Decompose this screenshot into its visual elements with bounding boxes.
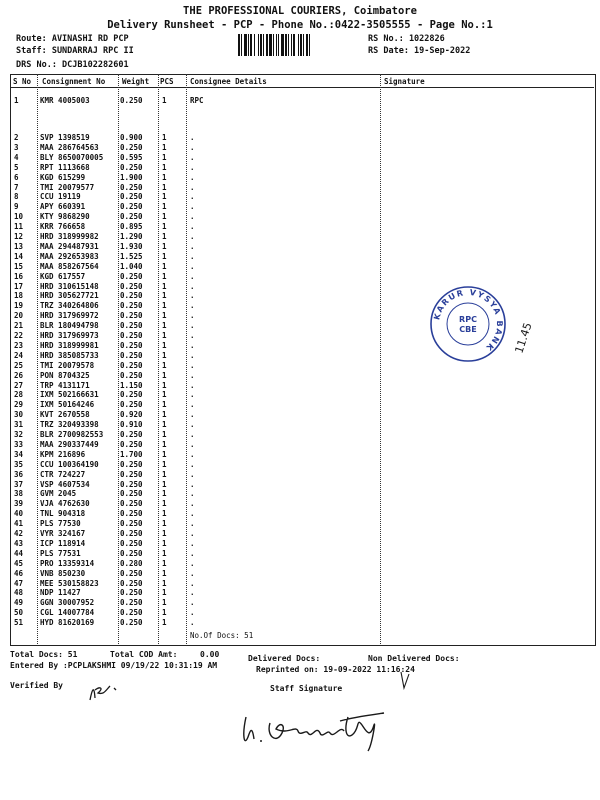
row-pcs: 1 [162,469,167,479]
row-consignee-details: . [190,430,195,439]
row-sno: 10 [14,212,24,222]
row-consignment-no: KMR 4005003 [40,96,90,105]
row-weight: 0.595 [120,152,143,162]
row-consignee-details: . [190,321,195,331]
row-consignee-details: . [190,499,195,509]
row-consignment-no: BLR 2700982553 [40,430,104,439]
row-sno: 49 [14,598,24,608]
row-weight: 1.525 [120,251,143,261]
row-weight: 1.700 [120,449,143,459]
row-weight: 0.250 [120,182,143,192]
total-cod-amount: 0.00 [200,650,220,659]
barcode-image [237,34,333,56]
row-consignment-no: MAA 292653983 [40,251,99,261]
row-sno: 26 [14,370,24,380]
row-sno: 8 [14,192,19,202]
row-pcs: 1 [162,578,167,588]
row-consignee-details: . [190,340,195,350]
row-consignment-no: ICP 118914 [40,538,86,548]
row-consignment-no: GVM 2045 [40,489,77,499]
row-consignee-details: . [190,459,195,469]
row-consignee-details: . [190,172,195,182]
row-consignee-details: . [190,241,195,251]
row-pcs: 1 [162,439,167,449]
row-pcs: 1 [162,331,167,340]
row-weight: 0.250 [120,519,143,529]
row-sno: 9 [14,202,19,212]
row-pcs: 1 [162,598,167,608]
row-consignment-no: RPT 1113668 [40,162,90,172]
row-consignment-no: KTY 9868290 [40,212,90,222]
row-consignee-details: . [190,261,195,271]
row-consignment-no: TRZ 340264806 [40,301,99,311]
row-pcs: 1 [162,142,167,152]
row-consignee-details: . [190,390,195,400]
row-sno: 16 [14,271,24,281]
row-consignment-no: PRO 13359314 [40,558,95,568]
row-consignment-no: TNL 904318 [40,509,86,519]
row-sno: 27 [14,380,24,390]
row-weight: 0.250 [120,212,143,222]
row-sno: 40 [14,509,24,519]
rs-number: RS No.: 1022826 [368,34,445,44]
handwritten-time-mark [512,318,546,358]
rs-date: RS Date: 19-Sep-2022 [368,46,471,56]
column-header-weight: Weight [122,77,150,86]
row-consignment-no: IXM 50164246 [40,400,95,410]
row-sno: 11 [14,222,24,232]
row-pcs: 1 [162,271,167,281]
row-weight: 0.250 [120,192,143,202]
row-sno: 7 [14,182,19,192]
row-consignment-no: PLS 77531 [40,548,81,558]
row-weight: 0.250 [120,96,143,105]
row-consignment-no: APY 660391 [40,202,86,212]
row-pcs: 1 [162,192,167,202]
row-pcs: 1 [162,133,167,142]
column-divider [37,74,38,644]
row-pcs: 1 [162,499,167,509]
row-pcs: 1 [162,449,167,459]
row-weight: 1.930 [120,241,143,251]
row-sno: 32 [14,430,24,439]
row-consignee-details: . [190,618,195,628]
row-weight: 0.250 [120,400,143,410]
row-consignment-no: BLY 8650070005 [40,152,104,162]
row-consignee-details: . [190,489,195,499]
row-weight: 0.250 [120,350,143,360]
svg-text:11.45: 11.45 [512,320,535,355]
row-sno: 51 [14,618,24,628]
svg-text:CBE: CBE [459,325,477,334]
row-consignee-details: . [190,509,195,519]
row-consignee-details: . [190,360,195,370]
row-weight: 0.250 [120,202,143,212]
row-sno: 50 [14,608,24,618]
row-consignment-no: HYD 81620169 [40,618,95,628]
row-consignment-no: PLS 77530 [40,519,81,529]
row-consignment-no: MAA 294487931 [40,241,99,251]
row-consignment-no: HRD 318999982 [40,232,99,241]
staff-signature [236,695,396,755]
row-pcs: 1 [162,568,167,578]
row-pcs: 1 [162,212,167,222]
row-sno: 31 [14,420,24,430]
row-weight: 0.250 [120,568,143,578]
row-weight: 1.290 [120,232,143,241]
row-weight: 0.250 [120,321,143,331]
total-docs: Total Docs: 51 [10,650,78,659]
row-weight: 0.250 [120,618,143,628]
row-consignee-details: . [190,350,195,360]
row-sno: 30 [14,410,24,420]
row-sno: 28 [14,390,24,400]
row-consignee-details: . [190,449,195,459]
row-pcs: 1 [162,380,167,390]
row-pcs: 1 [162,311,167,321]
row-pcs: 1 [162,281,167,291]
row-consignee-details: . [190,410,195,420]
row-consignment-no: GGN 30007952 [40,598,95,608]
delivered-docs: Delivered Docs: [248,654,321,663]
row-sno: 47 [14,578,24,588]
row-sno: 34 [14,449,24,459]
column-header-pcs: PCS [160,77,174,86]
row-weight: 0.250 [120,578,143,588]
row-consignment-no: KGD 615299 [40,172,86,182]
row-pcs: 1 [162,479,167,489]
row-weight: 0.900 [120,133,143,142]
row-consignment-no: BLR 180494798 [40,321,99,331]
row-pcs: 1 [162,558,167,568]
row-sno: 37 [14,479,24,489]
row-consignment-no: KVT 2670558 [40,410,90,420]
row-consignee-details: . [190,222,195,232]
row-sno: 36 [14,469,24,479]
row-weight: 0.250 [120,390,143,400]
row-sno: 13 [14,241,24,251]
row-pcs: 1 [162,340,167,350]
row-consignee-details: . [190,469,195,479]
row-sno: 17 [14,281,24,291]
tick-mark [398,670,412,690]
row-sno: 23 [14,340,24,350]
row-pcs: 1 [162,222,167,232]
row-pcs: 1 [162,618,167,628]
row-weight: 0.250 [120,608,143,618]
row-consignment-no: CGL 14007784 [40,608,95,618]
svg-text:RPC: RPC [459,315,477,324]
row-pcs: 1 [162,608,167,618]
row-sno: 24 [14,350,24,360]
runsheet-title: Delivery Runsheet - PCP - Phone No.:0422-3505555 - Page No.:1 [107,19,493,31]
row-consignee-details: . [190,331,195,340]
row-weight: 0.250 [120,162,143,172]
row-weight: 0.910 [120,420,143,430]
row-consignment-no: MAA 290337449 [40,439,99,449]
number-of-docs: No.Of Docs: 51 [190,631,254,640]
row-consignment-no: MAA 286764563 [40,142,99,152]
table-header-divider [10,87,594,88]
column-header-consignment: Consignment No [42,77,106,86]
row-pcs: 1 [162,360,167,370]
row-pcs: 1 [162,232,167,241]
row-consignment-no: CCU 100364190 [40,459,99,469]
row-consignment-no: TMI 20079578 [40,360,95,370]
row-consignment-no: HRD 310615148 [40,281,99,291]
row-weight: 0.250 [120,538,143,548]
row-consignee-details: . [190,202,195,212]
row-pcs: 1 [162,588,167,598]
verified-by-label: Verified By [10,681,63,690]
row-consignment-no: CTR 724227 [40,469,86,479]
row-weight: 0.280 [120,558,143,568]
row-pcs: 1 [162,390,167,400]
row-consignee-details: . [190,232,195,241]
row-pcs: 1 [162,301,167,311]
row-consignment-no: HRD 305627721 [40,291,99,301]
row-consignment-no: HRD 385085733 [40,350,99,360]
row-weight: 0.250 [120,459,143,469]
row-pcs: 1 [162,350,167,360]
row-consignee-details: . [190,588,195,598]
row-consignee-details: . [190,182,195,192]
row-consignment-no: KPM 216896 [40,449,86,459]
bank-seal-stamp [428,284,508,364]
row-weight: 0.250 [120,529,143,538]
row-consignee-details: . [190,133,195,142]
non-delivered-docs: Non Delivered Docs: [368,654,460,663]
column-header-details: Consignee Details [190,77,267,86]
row-consignment-no: VSP 4607534 [40,479,90,489]
row-consignment-no: HRD 318999981 [40,340,99,350]
route-label: Route: AVINASHI RD PCP [16,34,129,44]
row-weight: 1.150 [120,380,143,390]
row-sno: 6 [14,172,19,182]
row-consignee-details: . [190,538,195,548]
row-consignee-details: . [190,400,195,410]
row-weight: 1.040 [120,261,143,271]
row-consignment-no: MEE 530158823 [40,578,99,588]
row-consignment-no: TRZ 320493398 [40,420,99,430]
row-sno: 4 [14,152,19,162]
row-consignee-details: . [190,598,195,608]
row-pcs: 1 [162,538,167,548]
row-sno: 3 [14,142,19,152]
row-consignee-details: . [190,192,195,202]
row-consignee-details: . [190,251,195,261]
row-pcs: 1 [162,261,167,271]
row-sno: 46 [14,568,24,578]
row-sno: 42 [14,529,24,538]
row-consignment-no: HRD 317969973 [40,331,99,340]
row-pcs: 1 [162,202,167,212]
row-consignment-no: VYR 324167 [40,529,86,538]
row-pcs: 1 [162,459,167,469]
row-weight: 0.250 [120,499,143,509]
svg-text:KARUR VYSYA BANK: KARUR VYSYA BANK [432,287,505,354]
row-consignee-details: . [190,548,195,558]
row-pcs: 1 [162,489,167,499]
row-pcs: 1 [162,430,167,439]
row-sno: 20 [14,311,24,321]
staff-label: Staff: SUNDARRAJ RPC II [16,46,134,56]
row-weight: 0.250 [120,331,143,340]
row-weight: 1.900 [120,172,143,182]
row-weight: 0.250 [120,588,143,598]
row-consignee-details: . [190,519,195,529]
row-consignee-details: . [190,558,195,568]
row-consignee-details: RPC [190,96,204,105]
row-consignee-details: . [190,291,195,301]
row-sno: 21 [14,321,24,331]
column-header-sno: S No [13,77,32,86]
row-sno: 12 [14,232,24,241]
row-pcs: 1 [162,172,167,182]
row-pcs: 1 [162,370,167,380]
row-pcs: 1 [162,420,167,430]
row-pcs: 1 [162,509,167,519]
row-weight: 0.250 [120,598,143,608]
staff-signature-label: Staff Signature [270,684,343,693]
row-pcs: 1 [162,548,167,558]
row-sno: 15 [14,261,24,271]
row-sno: 44 [14,548,24,558]
row-sno: 18 [14,291,24,301]
row-consignee-details: . [190,370,195,380]
row-consignee-details: . [190,479,195,489]
row-consignment-no: MAA 858267564 [40,261,99,271]
row-sno: 2 [14,133,19,142]
row-sno: 45 [14,558,24,568]
row-weight: 0.250 [120,439,143,449]
row-pcs: 1 [162,529,167,538]
row-weight: 0.250 [120,311,143,321]
row-sno: 43 [14,538,24,548]
row-weight: 0.250 [120,301,143,311]
row-consignment-no: VNB 850230 [40,568,86,578]
row-weight: 0.250 [120,509,143,519]
row-pcs: 1 [162,182,167,192]
row-sno: 33 [14,439,24,449]
column-header-signature: Signature [384,77,425,86]
document-title: THE PROFESSIONAL COURIERS, Coimbatore [183,5,417,17]
row-consignment-no: SVP 1398519 [40,133,90,142]
row-consignee-details: . [190,311,195,321]
row-sno: 14 [14,251,24,261]
column-divider [186,74,187,644]
row-consignment-no: TRP 4131171 [40,380,90,390]
row-sno: 22 [14,331,24,340]
row-sno: 25 [14,360,24,370]
row-pcs: 1 [162,241,167,251]
verified-by-initials [86,680,126,704]
column-divider [158,74,159,644]
row-weight: 0.250 [120,489,143,499]
row-pcs: 1 [162,162,167,172]
column-divider [118,74,119,644]
row-weight: 0.895 [120,222,143,232]
row-weight: 0.250 [120,340,143,350]
row-consignment-no: PON 8704325 [40,370,90,380]
row-pcs: 1 [162,251,167,261]
row-consignment-no: NDP 11427 [40,588,81,598]
row-sno: 38 [14,489,24,499]
row-sno: 19 [14,301,24,311]
row-consignee-details: . [190,608,195,618]
row-consignee-details: . [190,281,195,291]
row-consignee-details: . [190,162,195,172]
row-pcs: 1 [162,410,167,420]
row-consignment-no: HRD 317969972 [40,311,99,321]
row-pcs: 1 [162,96,167,105]
row-weight: 0.250 [120,142,143,152]
row-weight: 0.250 [120,370,143,380]
row-consignee-details: . [190,578,195,588]
row-weight: 0.250 [120,430,143,439]
row-pcs: 1 [162,400,167,410]
column-divider [380,74,381,644]
row-weight: 0.250 [120,548,143,558]
row-consignee-details: . [190,568,195,578]
row-sno: 1 [14,96,19,105]
row-pcs: 1 [162,321,167,331]
row-consignee-details: . [190,142,195,152]
row-pcs: 1 [162,519,167,529]
entered-by: Entered By :PCPLAKSHMI 09/19/22 10:31:19 AM [10,661,218,670]
row-consignee-details: . [190,212,195,222]
row-sno: 41 [14,519,24,529]
row-weight: 0.250 [120,469,143,479]
row-consignee-details: . [190,380,195,390]
row-consignee-details: . [190,529,195,538]
row-weight: 0.920 [120,410,143,420]
total-cod-label: Total COD Amt: [110,650,178,659]
drs-number: DRS No.: DCJB102282601 [16,60,129,70]
row-consignee-details: . [190,439,195,449]
reprinted-on: Reprinted on: 19-09-2022 11:16:24 [256,665,415,674]
row-consignee-details: . [190,271,195,281]
row-consignee-details: . [190,301,195,311]
row-weight: 0.250 [120,291,143,301]
row-sno: 5 [14,162,19,172]
row-consignee-details: . [190,152,195,162]
row-weight: 0.250 [120,360,143,370]
row-consignment-no: KGD 617557 [40,271,86,281]
row-consignment-no: KRR 766658 [40,222,86,232]
row-weight: 0.250 [120,271,143,281]
row-weight: 0.250 [120,479,143,489]
row-sno: 29 [14,400,24,410]
row-sno: 48 [14,588,24,598]
row-consignment-no: TMI 20079577 [40,182,95,192]
row-consignment-no: CCU 19119 [40,192,81,202]
row-sno: 35 [14,459,24,469]
row-consignee-details: . [190,420,195,430]
row-pcs: 1 [162,291,167,301]
row-consignment-no: IXM 502166631 [40,390,99,400]
row-pcs: 1 [162,152,167,162]
row-sno: 39 [14,499,24,509]
row-weight: 0.250 [120,281,143,291]
row-consignment-no: VJA 4762630 [40,499,90,509]
